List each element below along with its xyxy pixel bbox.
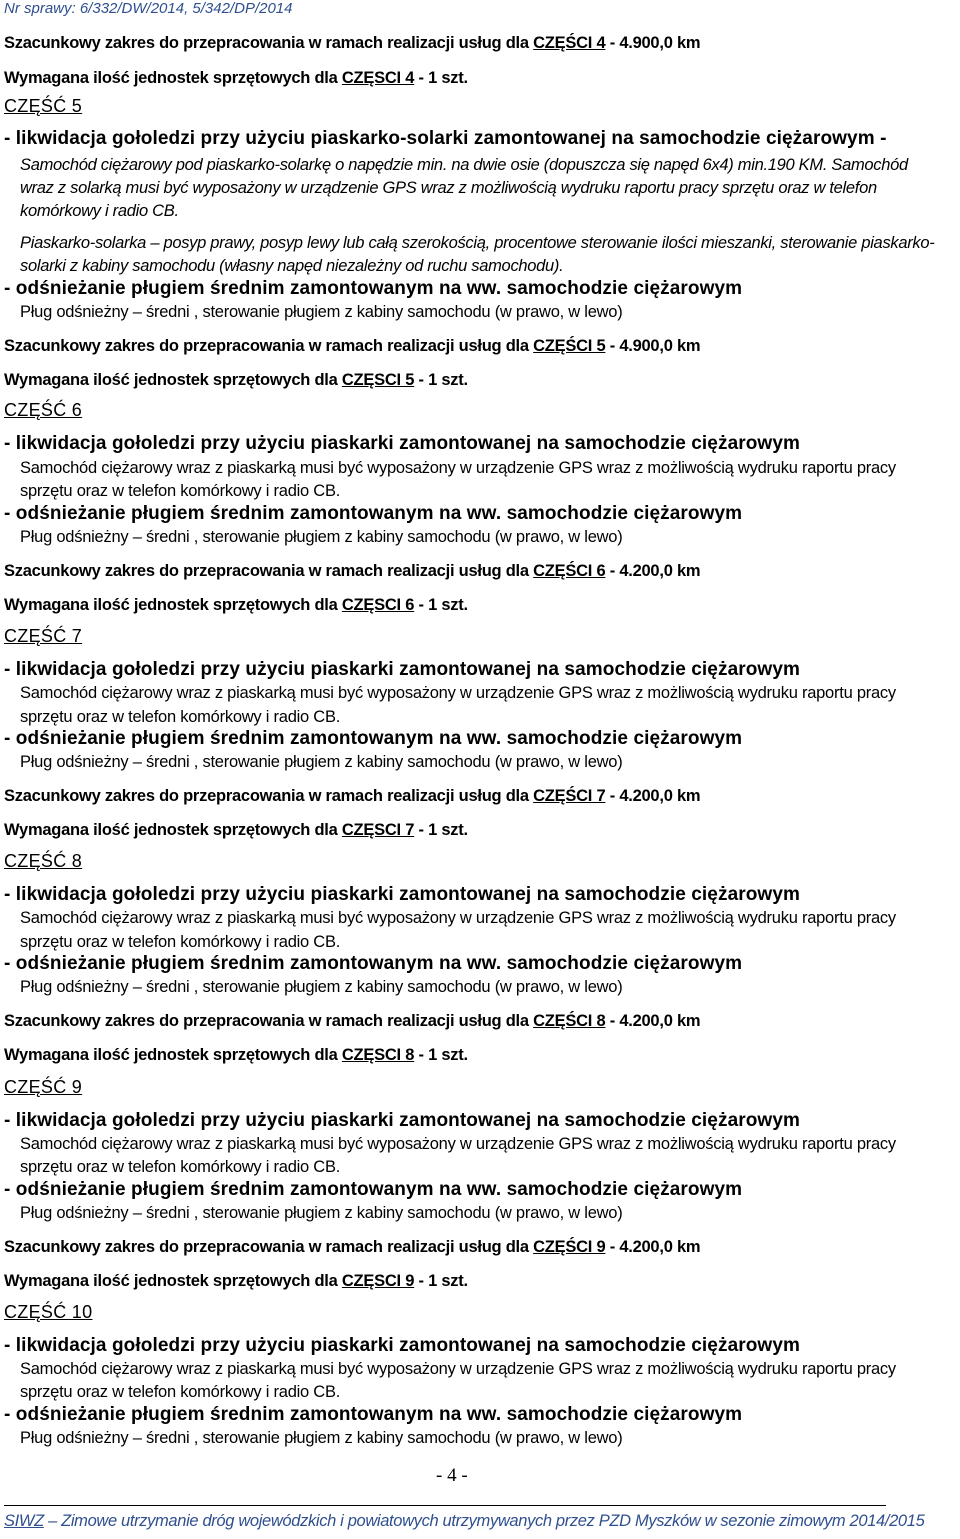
part9-deicing-line: - likwidacja gołoledzi przy użyciu piaskarki zamontowanej na samochodzie ciężarowym: [4, 1110, 800, 1131]
part7-plow-desc: Pług odśnieżny – średni , sterowanie pługiem z kabiny samochodu (w prawo, w lewo): [20, 753, 623, 771]
part10-heading: CZĘŚĆ 10: [4, 1302, 93, 1322]
part5-units: Wymagana ilość jednostek sprzętowych dla CZĘSCI 5 - 1 szt.: [4, 371, 468, 389]
part8-units: Wymagana ilość jednostek sprzętowych dla CZĘSCI 8 - 1 szt.: [4, 1046, 468, 1064]
part5-desc-3: komórkowy i radio CB.: [20, 202, 179, 220]
part5-desc-2: wraz z solarką musi być wyposażony w urządzenie GPS wraz z możliwością wydruku raportu pracy sprzętu oraz w telefon: [20, 179, 877, 197]
part10-plow-line: - odśnieżanie pługiem średnim zamontowanym na ww. samochodzie ciężarowym: [4, 1404, 743, 1425]
part10-desc-1: Samochód ciężarowy wraz z piaskarką musi być wyposażony w urządzenie GPS wraz z możliwością wydruku raportu pracy: [20, 1360, 896, 1378]
part9-heading: CZĘŚĆ 9: [4, 1077, 83, 1097]
part4-units: Wymagana ilość jednostek sprzętowych dla CZĘSCI 4 - 1 szt.: [4, 69, 468, 87]
part7-summary: Szacunkowy zakres do przepracowania w ramach realizacji usług dla CZĘŚCI 7 - 4.200,0 km: [4, 787, 701, 805]
part9-plow-desc: Pług odśnieżny – średni , sterowanie pługiem z kabiny samochodu (w prawo, w lewo): [20, 1204, 623, 1222]
part7-desc-1: Samochód ciężarowy wraz z piaskarką musi być wyposażony w urządzenie GPS wraz z możliwością wydruku raportu pracy: [20, 684, 896, 702]
part6-desc-2: sprzętu oraz w telefon komórkowy i radio CB.: [20, 482, 341, 500]
page-number: - 4 -: [436, 1465, 468, 1486]
part6-units: Wymagana ilość jednostek sprzętowych dla CZĘSCI 6 - 1 szt.: [4, 596, 468, 614]
part9-units: Wymagana ilość jednostek sprzętowych dla CZĘSCI 9 - 1 szt.: [4, 1272, 468, 1290]
part10-deicing-line: - likwidacja gołoledzi przy użyciu piaskarki zamontowanej na samochodzie ciężarowym: [4, 1335, 800, 1356]
part6-plow-line: - odśnieżanie pługiem średnim zamontowanym na ww. samochodzie ciężarowym: [4, 503, 743, 524]
part10-desc-2: sprzętu oraz w telefon komórkowy i radio CB.: [20, 1383, 341, 1401]
part5-desc-5: solarki z kabiny samochodu (własny napęd niezależny od ruchu samochodu).: [20, 257, 564, 275]
part9-desc-1: Samochód ciężarowy wraz z piaskarką musi być wyposażony w urządzenie GPS wraz z możliwością wydruku raportu pracy: [20, 1135, 896, 1153]
part8-plow-desc: Pług odśnieżny – średni , sterowanie pługiem z kabiny samochodu (w prawo, w lewo): [20, 978, 623, 996]
part6-deicing-line: - likwidacja gołoledzi przy użyciu piaskarki zamontowanej na samochodzie ciężarowym: [4, 433, 800, 454]
part6-desc-1: Samochód ciężarowy wraz z piaskarką musi być wyposażony w urządzenie GPS wraz z możliwością wydruku raportu pracy: [20, 459, 896, 477]
part8-deicing-line: - likwidacja gołoledzi przy użyciu piaskarki zamontowanej na samochodzie ciężarowym: [4, 884, 800, 905]
part8-plow-line: - odśnieżanie pługiem średnim zamontowanym na ww. samochodzie ciężarowym: [4, 953, 743, 974]
part5-desc-1: Samochód ciężarowy pod piaskarko-solarkę o napędzie min. na dwie osie (dopuszcza się napęd 6x4) min.190 KM. Samochód: [20, 156, 908, 174]
part5-desc-4: Piaskarko-solarka – posyp prawy, posyp lewy lub całą szerokością, procentowe sterowanie ilości mieszanki, sterowanie piaskarko-: [20, 234, 935, 252]
part7-plow-line: - odśnieżanie pługiem średnim zamontowanym na ww. samochodzie ciężarowym: [4, 728, 743, 749]
part5-summary: Szacunkowy zakres do przepracowania w ramach realizacji usług dla CZĘŚCI 5 - 4.900,0 km: [4, 337, 701, 355]
part8-desc-2: sprzętu oraz w telefon komórkowy i radio CB.: [20, 933, 341, 951]
part7-desc-2: sprzętu oraz w telefon komórkowy i radio CB.: [20, 708, 341, 726]
part6-heading: CZĘŚĆ 6: [4, 400, 83, 420]
part6-summary: Szacunkowy zakres do przepracowania w ramach realizacji usług dla CZĘŚCI 6 - 4.200,0 km: [4, 562, 701, 580]
part5-deicing-line: - likwidacja gołoledzi przy użyciu piaskarko-solarki zamontowanej na samochodzie ciężarowym -: [4, 128, 887, 149]
part9-desc-2: sprzętu oraz w telefon komórkowy i radio CB.: [20, 1158, 341, 1176]
part8-heading: CZĘŚĆ 8: [4, 851, 83, 871]
part5-heading: CZĘŚĆ 5: [4, 96, 83, 116]
part10-plow-desc: Pług odśnieżny – średni , sterowanie pługiem z kabiny samochodu (w prawo, w lewo): [20, 1429, 623, 1447]
footer-divider: [4, 1505, 886, 1506]
part9-summary: Szacunkowy zakres do przepracowania w ramach realizacji usług dla CZĘŚCI 9 - 4.200,0 km: [4, 1238, 701, 1256]
part5-plow-desc: Pług odśnieżny – średni , sterowanie pługiem z kabiny samochodu (w prawo, w lewo): [20, 303, 623, 321]
part6-plow-desc: Pług odśnieżny – średni , sterowanie pługiem z kabiny samochodu (w prawo, w lewo): [20, 528, 623, 546]
part7-deicing-line: - likwidacja gołoledzi przy użyciu piaskarki zamontowanej na samochodzie ciężarowym: [4, 659, 800, 680]
part5-plow-line: - odśnieżanie pługiem średnim zamontowanym na ww. samochodzie ciężarowym: [4, 278, 743, 299]
part4-summary: Szacunkowy zakres do przepracowania w ramach realizacji usług dla CZĘŚCI 4 - 4.900,0 km: [4, 34, 701, 52]
part7-heading: CZĘŚĆ 7: [4, 626, 83, 646]
part8-desc-1: Samochód ciężarowy wraz z piaskarką musi być wyposażony w urządzenie GPS wraz z możliwością wydruku raportu pracy: [20, 909, 896, 927]
document-footer: SIWZ – Zimowe utrzymanie dróg wojewódzkich i powiatowych utrzymywanych przez PZD Myszków w sezonie zimowym 2014/2015: [4, 1512, 925, 1530]
part8-summary: Szacunkowy zakres do przepracowania w ramach realizacji usług dla CZĘŚCI 8 - 4.200,0 km: [4, 1012, 701, 1030]
part7-units: Wymagana ilość jednostek sprzętowych dla CZĘSCI 7 - 1 szt.: [4, 821, 468, 839]
part9-plow-line: - odśnieżanie pługiem średnim zamontowanym na ww. samochodzie ciężarowym: [4, 1179, 743, 1200]
document-header: Nr sprawy: 6/332/DW/2014, 5/342/DP/2014: [4, 0, 293, 17]
